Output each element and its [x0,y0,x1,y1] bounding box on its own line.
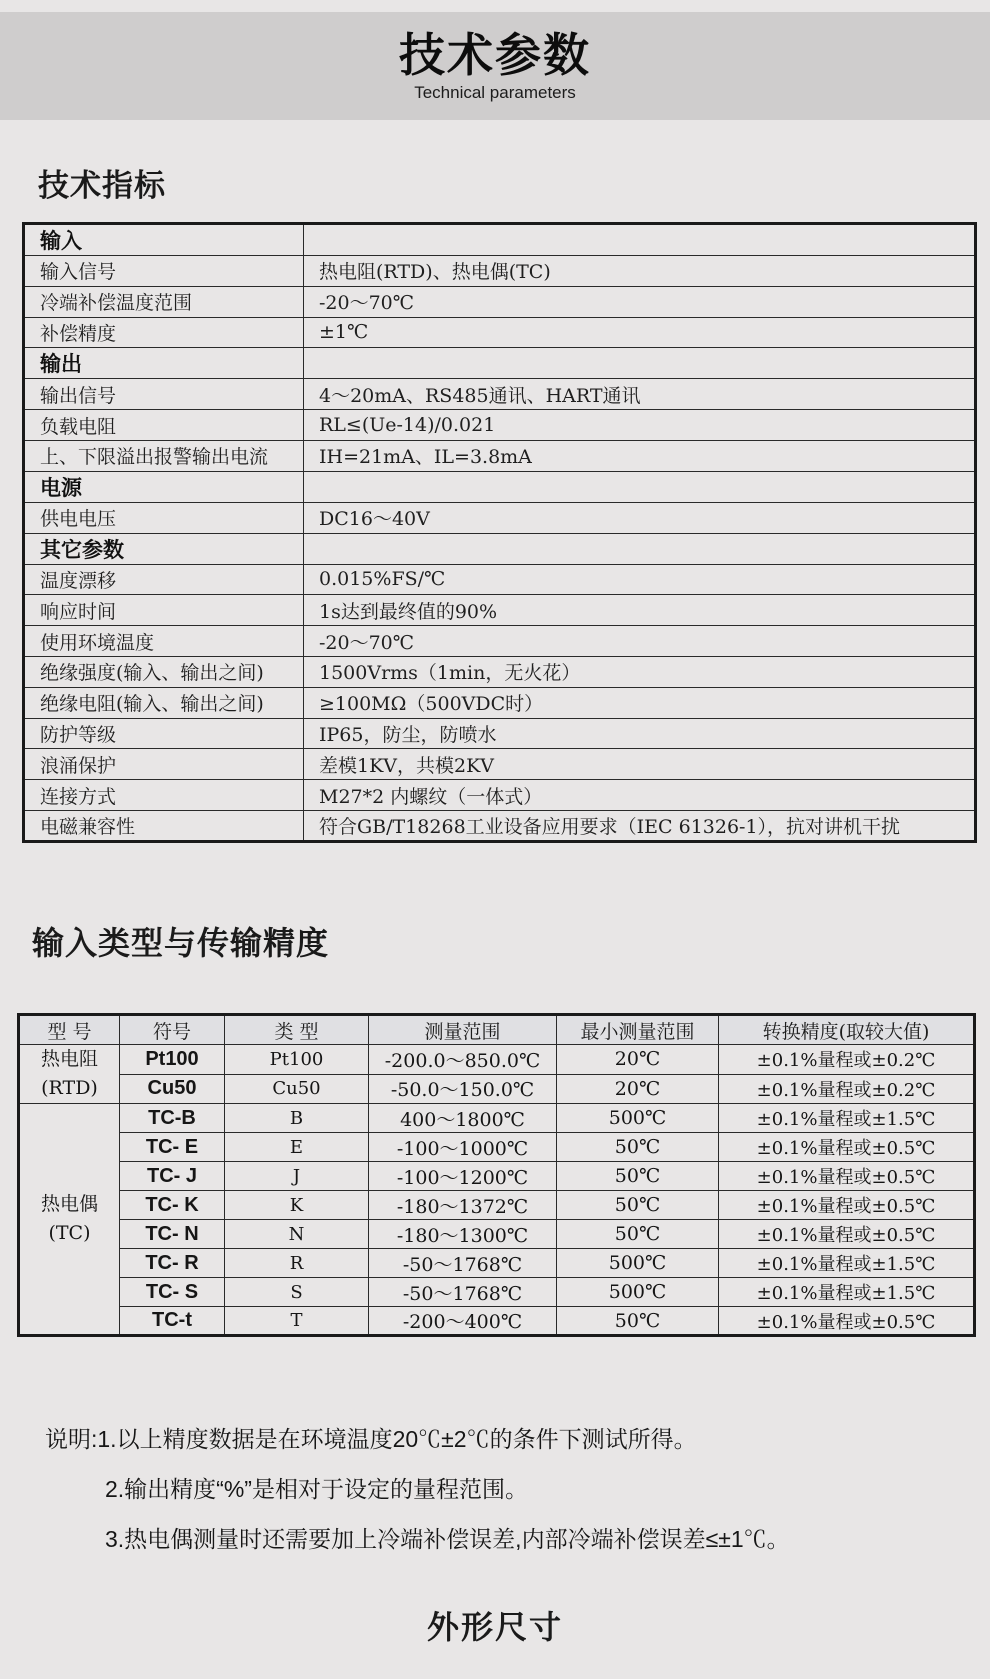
spec-label: 负载电阻 [24,410,304,441]
section-title-specs: 技术指标 [38,168,166,203]
spec-row [24,286,976,317]
spec-label: 输入信号 [24,256,304,287]
spec-section-row [24,533,976,564]
spec-label: 浪涌保护 [24,749,304,780]
type-cell: B [225,1104,369,1133]
model-cell [19,1104,120,1336]
spec-table-body [24,224,976,842]
spec-row [24,502,976,533]
min-range-cell: 50℃ [557,1133,719,1162]
spec-label: 供电电压 [24,502,304,533]
min-range-cell: 500℃ [557,1278,719,1307]
spec-row [24,780,976,811]
type-cell: K [225,1191,369,1220]
spec-label: 使用环境温度 [24,626,304,657]
accuracy-header-row [19,1015,975,1045]
spec-value [304,348,976,379]
model-cell [19,1045,120,1104]
range-cell: -180～1372℃ [369,1191,557,1220]
spec-label: 绝缘强度(输入、输出之间) [24,656,304,687]
spec-section-row [24,224,976,256]
symbol-cell: TC- K [120,1191,225,1220]
symbol-cell: TC-B [120,1104,225,1133]
spec-value: 1500Vrms（1min，无火花） [304,656,976,687]
spec-label: 响应时间 [24,595,304,626]
spec-row [24,656,976,687]
spec-label: 绝缘电阻(输入、输出之间) [24,687,304,718]
accuracy-col-header: 转换精度(取较大值) [719,1015,975,1045]
spec-value: 热电阻(RTD)、热电偶(TC) [304,256,976,287]
spec-label: 电磁兼容性 [24,810,304,841]
type-cell: E [225,1133,369,1162]
spec-row [24,626,976,657]
spec-table [22,222,977,843]
accuracy-row [19,1307,975,1336]
min-range-cell: 50℃ [557,1162,719,1191]
accuracy-cell: ±0.1%量程或±0.5℃ [719,1220,975,1249]
type-cell: T [225,1307,369,1336]
accuracy-col-header: 符号 [120,1015,225,1045]
accuracy-row [19,1191,975,1220]
range-cell: -50～1768℃ [369,1249,557,1278]
accuracy-col-header: 测量范围 [369,1015,557,1045]
symbol-cell: TC- R [120,1249,225,1278]
spec-row [24,379,976,410]
accuracy-cell: ±0.1%量程或±1.5℃ [719,1278,975,1307]
spec-section-row [24,348,976,379]
spec-label: 防护等级 [24,718,304,749]
accuracy-cell: ±0.1%量程或±0.5℃ [719,1191,975,1220]
model-line: (RTD) [41,1077,98,1099]
spec-value: 0.015%FS/℃ [304,564,976,595]
note-line-2: 2.输出精度“%”是相对于设定的量程范围。 [105,1476,528,1502]
range-cell: -180～1300℃ [369,1220,557,1249]
min-range-cell: 50℃ [557,1191,719,1220]
spec-row [24,749,976,780]
range-cell: -100～1200℃ [369,1162,557,1191]
min-range-cell: 50℃ [557,1307,719,1336]
spec-label: 冷端补偿温度范围 [24,286,304,317]
accuracy-row [19,1074,975,1104]
section-title-accuracy: 输入类型与传输精度 [32,925,330,961]
accuracy-cell: ±0.1%量程或±1.5℃ [719,1104,975,1133]
spec-section-label: 电源 [24,471,304,502]
spec-value: 1s达到最终值的90% [304,595,976,626]
accuracy-row [19,1045,975,1075]
accuracy-col-header: 型 号 [19,1015,120,1045]
spec-row [24,810,976,841]
accuracy-cell: ±0.1%量程或±1.5℃ [719,1249,975,1278]
type-cell: Cu50 [225,1074,369,1104]
min-range-cell: 20℃ [557,1074,719,1104]
spec-value: IP65，防尘，防喷水 [304,718,976,749]
spec-value: ±1℃ [304,317,976,348]
model-line: 热电偶 [40,1193,98,1215]
type-cell: N [225,1220,369,1249]
section-title-dimensions: 外形尺寸 [426,1609,563,1645]
accuracy-cell: ±0.1%量程或±0.5℃ [719,1162,975,1191]
page-header [0,12,990,120]
range-cell: -50.0～150.0℃ [369,1074,557,1104]
min-range-cell: 500℃ [557,1104,719,1133]
type-cell: Pt100 [225,1045,369,1075]
spec-value [304,224,976,256]
accuracy-cell: ±0.1%量程或±0.2℃ [719,1074,975,1104]
spec-value: 符合GB/T18268工业设备应用要求（IEC 61326-1），抗对讲机干扰 [304,810,976,841]
min-range-cell: 500℃ [557,1249,719,1278]
spec-value: M27*2 内螺纹（一体式） [304,780,976,811]
accuracy-table-body [19,1045,975,1336]
symbol-cell: TC-t [120,1307,225,1336]
spec-value: IH=21mA、IL=3.8mA [304,440,976,471]
accuracy-row [19,1278,975,1307]
page-title: 技术参数 [399,29,591,81]
type-cell: J [225,1162,369,1191]
spec-row [24,687,976,718]
accuracy-row [19,1249,975,1278]
spec-label: 补偿精度 [24,317,304,348]
spec-section-row [24,471,976,502]
spec-value [304,533,976,564]
spec-label: 上、下限溢出报警输出电流 [24,440,304,471]
spec-value: 差模1KV，共模2KV [304,749,976,780]
spec-value: DC16～40V [304,502,976,533]
spec-row [24,317,976,348]
spec-row [24,256,976,287]
spec-row [24,595,976,626]
range-cell: -200～400℃ [369,1307,557,1336]
notes-prefix: 说明: [45,1426,98,1452]
accuracy-cell: ±0.1%量程或±0.5℃ [719,1133,975,1162]
spec-value: ≥100MΩ（500VDC时） [304,687,976,718]
spec-value [304,471,976,502]
notes [45,1414,965,1564]
min-range-cell: 20℃ [557,1045,719,1075]
spec-section-label: 输出 [24,348,304,379]
spec-label: 温度漂移 [24,564,304,595]
symbol-cell: TC- N [120,1220,225,1249]
spec-row [24,410,976,441]
spec-value: -20～70℃ [304,626,976,657]
accuracy-row [19,1104,975,1133]
model-line: 热电阻 [40,1048,98,1070]
spec-row [24,564,976,595]
accuracy-row [19,1220,975,1249]
accuracy-row [19,1133,975,1162]
spec-value: -20～70℃ [304,286,976,317]
type-cell: R [225,1249,369,1278]
model-line: (TC) [48,1222,91,1244]
range-cell: 400～1800℃ [369,1104,557,1133]
note-item-1: 1.以上精度数据是在环境温度20℃±2℃的条件下测试所得。 [97,1426,697,1452]
min-range-cell: 50℃ [557,1220,719,1249]
spec-row [24,718,976,749]
note-line-1 [45,1414,965,1464]
symbol-cell: Cu50 [120,1074,225,1104]
spec-label: 输出信号 [24,379,304,410]
spec-label: 连接方式 [24,780,304,811]
note-line-3: 3.热电偶测量时还需要加上冷端补偿误差,内部冷端补偿误差≤±1℃。 [105,1526,790,1552]
symbol-cell: TC- J [120,1162,225,1191]
spec-row [24,440,976,471]
spec-section-label: 其它参数 [24,533,304,564]
range-cell: -50～1768℃ [369,1278,557,1307]
accuracy-cell: ±0.1%量程或±0.2℃ [719,1045,975,1075]
range-cell: -200.0～850.0℃ [369,1045,557,1075]
accuracy-col-header: 类 型 [225,1015,369,1045]
page-subtitle: Technical parameters [414,83,576,102]
type-cell: S [225,1278,369,1307]
symbol-cell: TC- S [120,1278,225,1307]
range-cell: -100～1000℃ [369,1133,557,1162]
spec-section-label: 输入 [24,224,304,256]
accuracy-cell: ±0.1%量程或±0.5℃ [719,1307,975,1336]
symbol-cell: TC- E [120,1133,225,1162]
symbol-cell: Pt100 [120,1045,225,1075]
spec-value: RL≤(Ue-14)/0.021 [304,410,976,441]
spec-value: 4～20mA、RS485通讯、HART通讯 [304,379,976,410]
accuracy-table [17,1013,976,1337]
accuracy-col-header: 最小测量范围 [557,1015,719,1045]
accuracy-row [19,1162,975,1191]
